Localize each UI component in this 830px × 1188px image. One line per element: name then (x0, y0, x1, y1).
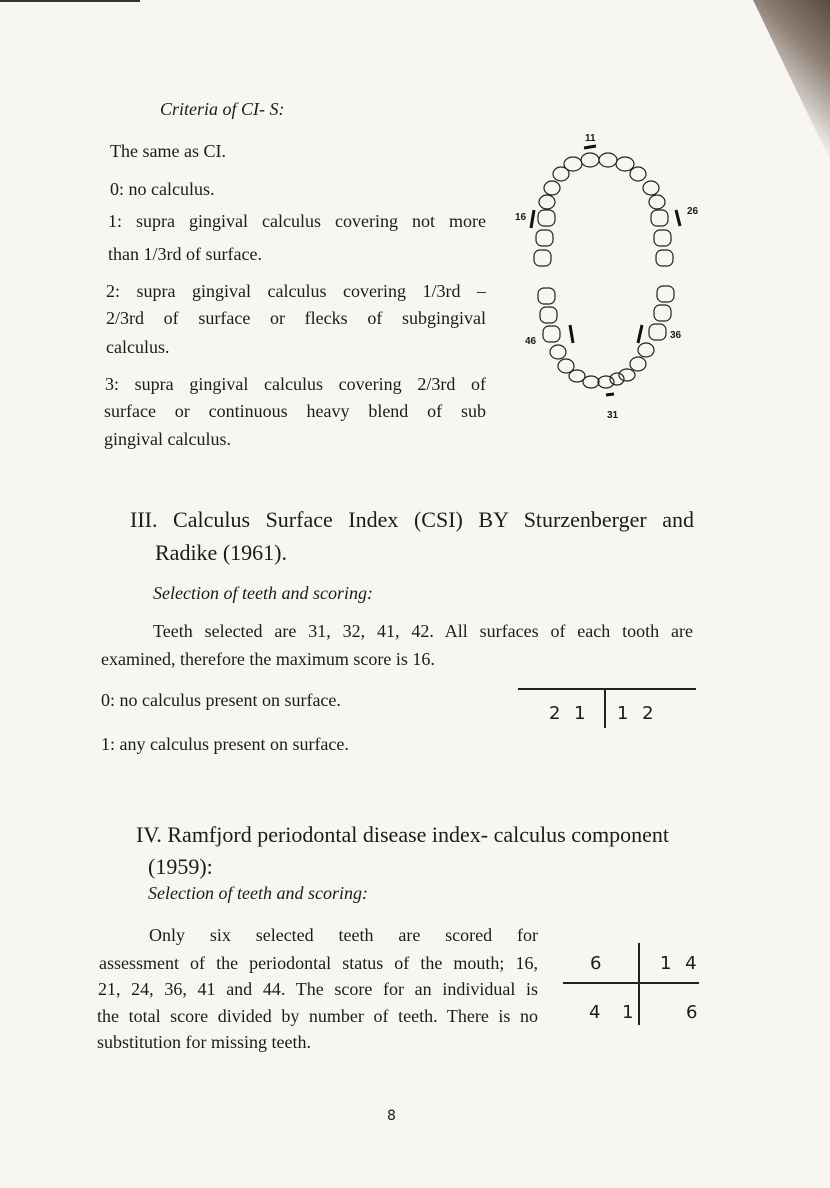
ramfjord-text-line-4: the total score divided by number of teeth. There is no (97, 1006, 538, 1026)
ramfjord-heading-line-1: IV. Ramfjord periodontal disease index- calculus component (136, 822, 669, 847)
ci-s-score-3-line-2: surface or continuous heavy blend of sub (104, 401, 486, 421)
page-corner-shadow (720, 0, 830, 160)
ci-s-title: Criteria of CI- S: (160, 99, 285, 119)
tooth-label-11: 11 (585, 133, 596, 144)
ci-s-score-1-line-1: 1: supra gingival calculus covering not more (108, 211, 486, 231)
upper-arch (534, 153, 673, 266)
csi-chart-hline (518, 688, 696, 690)
lower-arch (538, 286, 674, 388)
ramfjord-chart-upper-right: 1 4 (660, 953, 701, 974)
ramfjord-text-line-2: assessment of the periodontal status of the mouth; 16, (99, 953, 538, 973)
ramfjord-heading-line-2: (1959): (148, 854, 213, 879)
page-number: 8 (387, 1108, 396, 1124)
ci-s-score-0: 0: no calculus. (110, 179, 215, 199)
page-edge-line (0, 0, 140, 2)
tooth-label-26: 26 (687, 206, 699, 217)
ramfjord-selection-label: Selection of teeth and scoring: (148, 883, 368, 903)
dental-arch-diagram (500, 130, 710, 430)
ramfjord-chart-lower-right: 6 (686, 1002, 698, 1023)
ramfjord-chart-upper-left: 6 (590, 953, 602, 974)
ramfjord-text-line-5: substitution for missing teeth. (97, 1032, 311, 1052)
tooth-label-46: 46 (525, 336, 537, 347)
ci-s-same-as: The same as CI. (110, 141, 226, 161)
ramfjord-chart-lower-left: 4 1 (589, 1002, 642, 1023)
ci-s-score-3-line-1: 3: supra gingival calculus covering 2/3rd of (105, 374, 486, 394)
ci-s-score-2-line-1: 2: supra gingival calculus covering 1/3rd – (106, 281, 486, 301)
csi-text-line-2: examined, therefore the maximum score is 16. (101, 649, 435, 669)
ci-s-score-2-line-3: calculus. (106, 337, 170, 357)
csi-heading-line-1: III. Calculus Surface Index (CSI) BY Sturzenberger and (130, 507, 694, 532)
ci-s-score-3-line-3: gingival calculus. (104, 429, 231, 449)
ramfjord-text-line-1: Only six selected teeth are scored for (149, 925, 538, 945)
csi-chart-vline (604, 690, 606, 728)
csi-score-1: 1: any calculus present on surface. (101, 734, 349, 754)
tooth-label-31: 31 (607, 410, 619, 421)
csi-selection-label: Selection of teeth and scoring: (153, 583, 373, 603)
csi-score-0: 0: no calculus present on surface. (101, 690, 341, 710)
csi-chart-left: 2 1 (549, 703, 590, 724)
csi-chart-right: 1 2 (617, 703, 658, 724)
csi-text-line-1: Teeth selected are 31, 32, 41, 42. All surfaces of each tooth are (153, 621, 693, 641)
ramfjord-chart-hline (563, 982, 699, 984)
ci-s-score-1-line-2: than 1/3rd of surface. (108, 244, 262, 264)
tooth-label-36: 36 (670, 330, 682, 341)
ci-s-score-2-line-2: 2/3rd of surface or flecks of subgingival (106, 308, 486, 328)
csi-heading-line-2: Radike (1961). (155, 540, 287, 565)
ramfjord-text-line-3: 21, 24, 36, 41 and 44. The score for an individual is (98, 979, 538, 999)
tooth-label-16: 16 (515, 212, 527, 223)
